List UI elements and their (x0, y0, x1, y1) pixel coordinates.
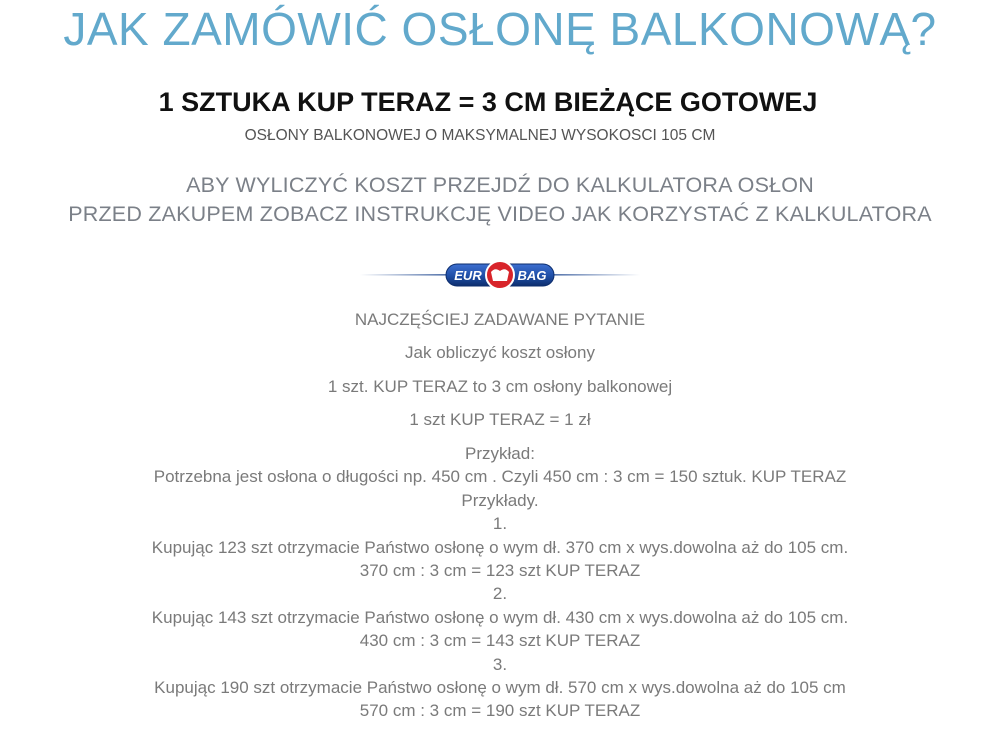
examples-block (0, 442, 1000, 723)
example-line: 2. (492, 584, 508, 604)
example-line: Kupując 190 szt otrzymacie Państwo osłonę o wym dł. 570 cm x wys.dowolna aż do 105 cm (154, 678, 846, 698)
offer-note: OSŁONY BALKONOWEJ O MAKSYMALNEJ WYSOKOSCI 105 CM (244, 127, 716, 144)
example-line: 570 cm : 3 cm = 190 szt KUP TERAZ (359, 701, 641, 721)
example-line: 370 cm : 3 cm = 123 szt KUP TERAZ (359, 561, 641, 581)
example-line: 430 cm : 3 cm = 143 szt KUP TERAZ (359, 631, 641, 651)
example-line: Potrzebna jest osłona o długości np. 450 cm . Czyli 450 cm : 3 cm = 150 sztuk. KUP TERAZ (153, 467, 847, 487)
faq-heading: NAJCZĘŚCIEJ ZADAWANE PYTANIE (354, 310, 646, 329)
example-line: Kupując 143 szt otrzymacie Państwo osłonę o wym dł. 430 cm x wys.dowolna aż do 105 cm. (151, 607, 849, 627)
example-line: Przykład: (465, 444, 535, 463)
eurobag-logo (360, 258, 640, 292)
logo-text-right: BAG (517, 268, 547, 283)
example-line: 3. (492, 654, 508, 674)
video-instruction-line: PRZED ZAKUPEM ZOBACZ INSTRUKCJĘ VIDEO JAK KORZYSTAĆ Z KALKULATORA (68, 202, 932, 226)
logo-text-left: EUR (454, 268, 482, 283)
faq-price-line: 1 szt KUP TERAZ = 1 zł (409, 410, 591, 429)
faq-answer-line: 1 szt. KUP TERAZ to 3 cm osłony balkonowej (327, 377, 673, 396)
page-title: JAK ZAMÓWIĆ OSŁONĘ BALKONOWĄ? (63, 3, 937, 55)
example-line: Przykłady. (461, 490, 539, 510)
example-line: 1. (492, 514, 508, 534)
offer-headline: 1 SZTUKA KUP TERAZ = 3 CM BIEŻĄCE GOTOWEJ (158, 87, 818, 117)
calculator-info-line: ABY WYLICZYĆ KOSZT PRZEJDŹ DO KALKULATORA OSŁON (186, 173, 814, 197)
faq-question: Jak obliczyć koszt osłony (405, 343, 595, 362)
example-line: Kupując 123 szt otrzymacie Państwo osłonę o wym dł. 370 cm x wys.dowolna aż do 105 cm. (151, 537, 849, 557)
